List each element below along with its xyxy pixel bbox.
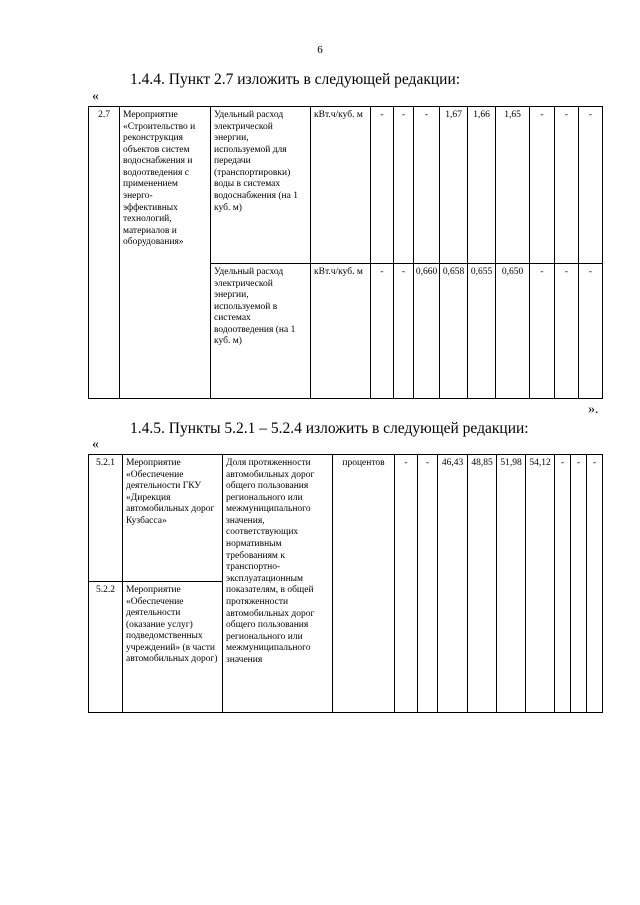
indicator-name: Удельный расход электрической энергии, используемой в системах водоотведения (на 1 куб. м) <box>211 264 311 399</box>
value-cell: - <box>395 455 418 713</box>
value-cell: 46,43 <box>438 455 468 713</box>
section-heading-1-4-4: 1.4.4. Пункт 2.7 изложить в следующей редакции: <box>130 71 461 88</box>
value-cell: - <box>555 264 579 399</box>
table-items-5-2 <box>88 454 603 713</box>
value-cell: 54,12 <box>526 455 555 713</box>
value-cell: 1,67 <box>440 107 468 264</box>
page-number: 6 <box>317 44 323 56</box>
table-row <box>89 455 603 582</box>
value-cell: - <box>371 264 394 399</box>
value-cell: 0,650 <box>496 264 530 399</box>
section-heading-1-4-5: 1.4.5. Пункты 5.2.1 – 5.2.4 изложить в следующей редакции: <box>130 420 529 437</box>
value-cell: - <box>579 107 603 264</box>
value-cell: - <box>394 107 414 264</box>
value-cell: 1,66 <box>468 107 496 264</box>
opening-quote: « <box>92 437 99 452</box>
unit-cell: процентов <box>333 455 395 713</box>
value-cell: 0,660 <box>414 264 440 399</box>
unit-cell: кВт.ч/куб. м <box>311 107 371 264</box>
value-cell: - <box>394 264 414 399</box>
row-number: 5.2.1 <box>89 455 123 582</box>
value-cell: 1,65 <box>496 107 530 264</box>
value-cell: - <box>579 264 603 399</box>
value-cell: - <box>530 107 555 264</box>
value-cell: - <box>587 455 603 713</box>
activity-name: Мероприятие «Строительство и реконструкция объектов систем водоснабжения и водоотведения с применением энерго-эффективных технологий, материалов и оборудования» <box>120 107 211 399</box>
activity-name: Мероприятие «Обеспечение деятельности (оказание услуг) подведомственных учреждений» (в части автомобильных дорог) <box>123 582 223 713</box>
row-number: 5.2.2 <box>89 582 123 713</box>
value-cell: 0,655 <box>468 264 496 399</box>
unit-cell: кВт.ч/куб. м <box>311 264 371 399</box>
value-cell: - <box>414 107 440 264</box>
row-number: 2.7 <box>89 107 120 399</box>
opening-quote: « <box>92 89 99 104</box>
table-item-2-7 <box>88 106 603 399</box>
table-row <box>89 107 603 264</box>
value-cell: - <box>555 107 579 264</box>
value-cell: 48,85 <box>468 455 497 713</box>
value-cell: - <box>530 264 555 399</box>
value-cell: - <box>418 455 438 713</box>
indicator-name: Удельный расход электрической энергии, используемой для передачи (транспортировки) воды в системах водоснабжения (на 1 куб. м) <box>211 107 311 264</box>
value-cell: 0,658 <box>440 264 468 399</box>
activity-name: Мероприятие «Обеспечение деятельности ГКУ «Дирекция автомобильных дорог Кузбасса» <box>123 455 223 582</box>
value-cell: - <box>371 107 394 264</box>
value-cell: 51,98 <box>497 455 526 713</box>
value-cell: - <box>555 455 571 713</box>
closing-quote: ». <box>588 402 599 417</box>
indicator-name: Доля протяженности автомобильных дорог общего пользования регионального или межмуниципального значения, соответствующих нормативным требованиям к транспортно-эксплуатационным показателям, в общей протяженности автомобильных дорог общего пользования регионального или межмуниципального значения <box>223 455 333 713</box>
value-cell: - <box>571 455 587 713</box>
